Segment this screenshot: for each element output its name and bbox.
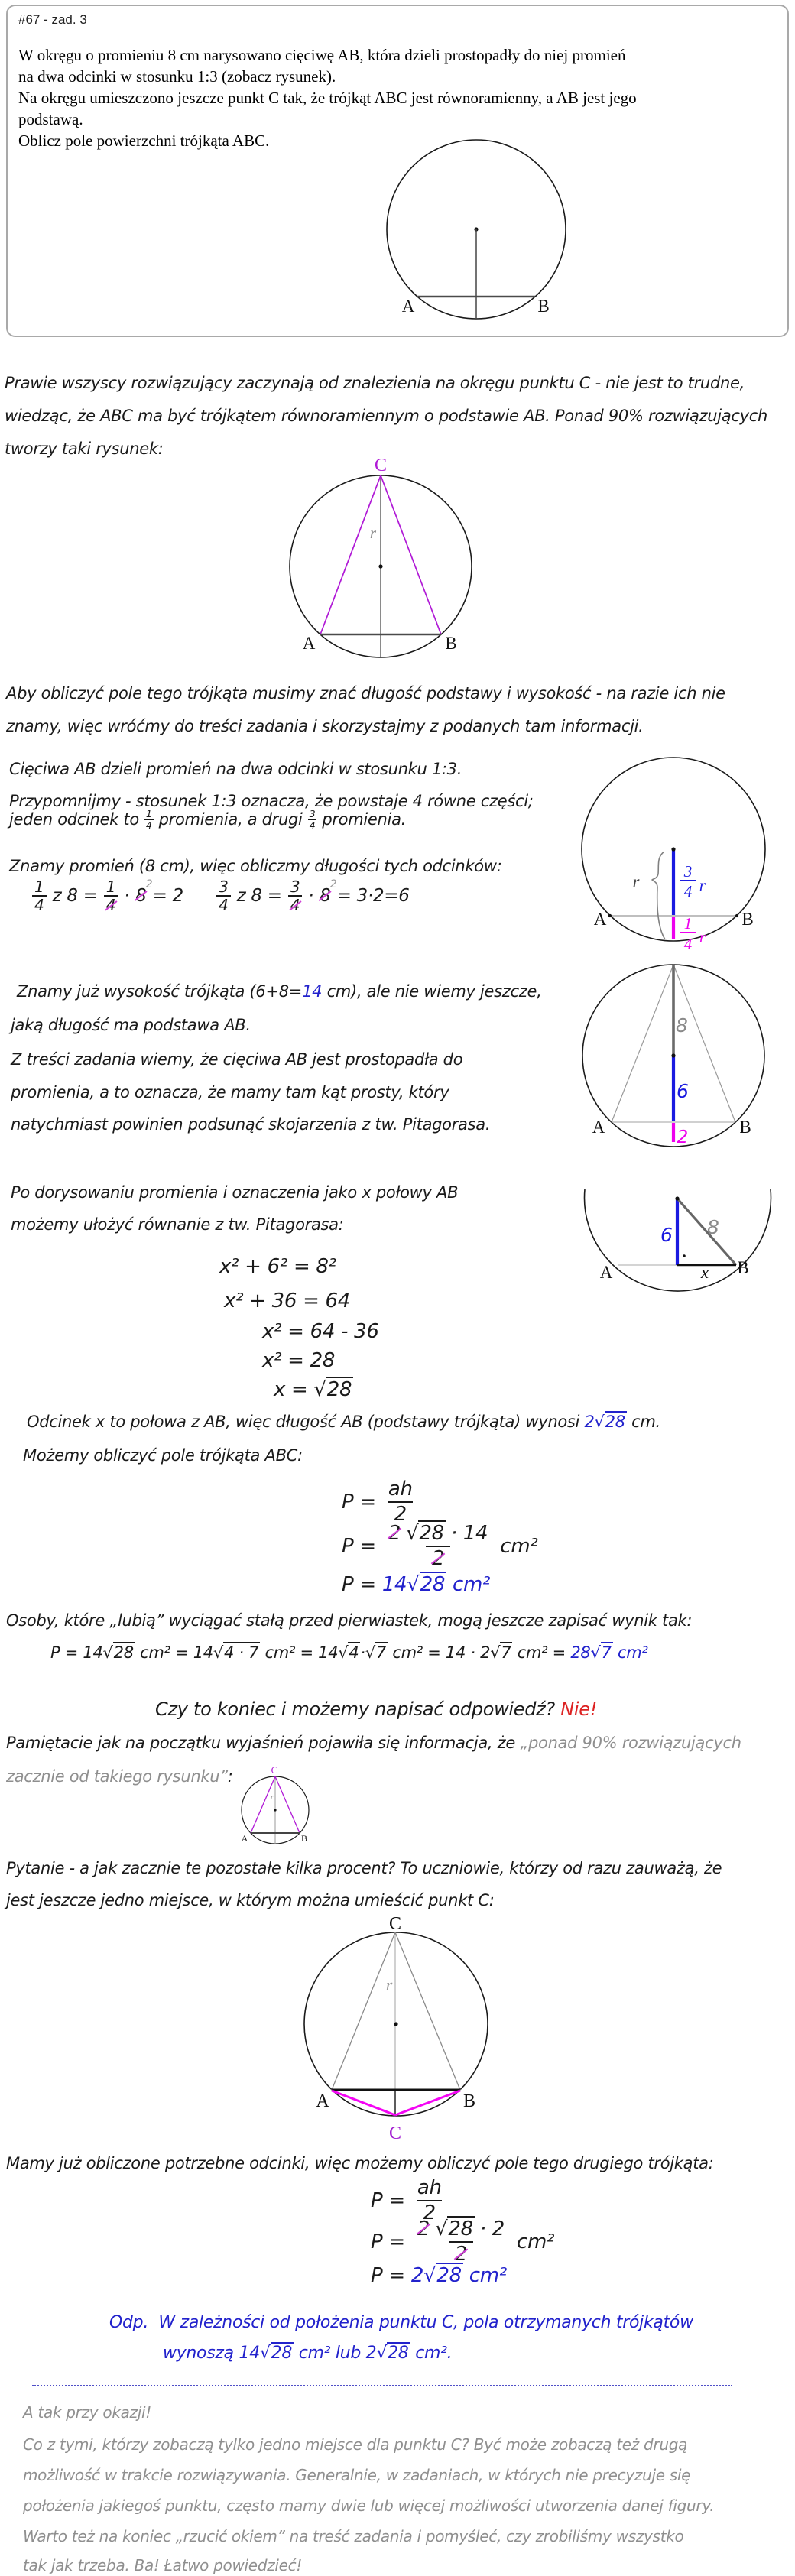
answer-line: wynoszą 14√28 cm² lub 2√28 cm². <box>163 2344 453 2363</box>
label-b: B <box>741 910 754 929</box>
label-a: A <box>241 1833 248 1844</box>
equation: x² + 36 = 64 <box>224 1290 351 1312</box>
formula-p-ah2: P = $\frac{ah}{2}$ <box>371 2177 446 2224</box>
center-dot <box>671 847 675 851</box>
formula-p-result: P = 2√28 cm² <box>371 2264 507 2287</box>
text-line: znamy, więc wróćmy do treści zadania i skorzystajmy z podanych tam informacji. <box>6 717 644 735</box>
text-line-with-fractions: jeden odcinek to 1 4 promienia, a drugi 3 4 promienia. <box>9 808 407 831</box>
result-2sqrt28: 2√28 <box>584 1413 625 1431</box>
label-one-quarter-r <box>680 914 706 953</box>
triangle-side-cb <box>395 1932 460 2090</box>
text-line: Prawie wszyscy rozwiązujący zaczynają od znalezienia na okręgu punktu C - nie jest to trudne, <box>5 374 745 392</box>
fraction-ah-2: $\frac{ah}{2}$ <box>388 1478 413 1526</box>
label-three-quarter-r <box>680 862 706 900</box>
fraction-2sqrt28-2-over-2: $\frac{2 √28 \cdot 2}{2}$ <box>417 2218 505 2266</box>
text-line: Znamy promień (8 cm), więc obliczmy długości tych odcinków: <box>9 857 502 875</box>
reduction-note: 2 <box>329 878 337 891</box>
text-line: jest jeszcze jedno miejsce, w którym można umieścić punkt C: <box>6 1891 495 1909</box>
fraction-3-4: 3 4 <box>309 808 316 831</box>
outro-line: A tak przy okazji! <box>23 2403 151 2422</box>
label-r: r <box>385 1975 393 1994</box>
equation: x = √28 <box>274 1378 352 1401</box>
question-line: Czy to koniec i możemy napisać odpowiedź? Nie! <box>155 1698 598 1720</box>
center-dot <box>274 1809 276 1811</box>
formula-p-ah2: P = $\frac{ah}{2}$ <box>342 1478 417 1525</box>
text-line: Znamy już wysokość trójkąta (6+8=14 cm), ale nie wiemy jeszcze, <box>17 982 542 1001</box>
label-c-bottom: C <box>388 2123 402 2143</box>
svg-text:1: 1 <box>683 914 693 933</box>
formula-p-result: P = 14√28 cm² <box>342 1573 491 1596</box>
fraction-2sqrt28-14-over-2: $\frac{2 √28 \cdot 14}{2}$ <box>388 1522 488 1570</box>
text-line: Aby obliczyć pole tego trójkąta musimy znać długość podstawy i wysokość - na razie ich nie <box>6 684 725 702</box>
calculation-three-quarters: 3 4 z 8 = $\frac{3}{4}$ · 8 2 = 3·2=6 <box>216 879 410 913</box>
fraction-3-4: 3 4 <box>216 879 231 913</box>
triangle-side-cb <box>275 1776 300 1833</box>
diagram-two-triangles <box>297 1909 498 2151</box>
text-line: tworzy taki rysunek: <box>5 440 164 458</box>
text-line: Odcinek x to połowa z AB, więc długość AB (podstawy trójkąta) wynosi 2√28 cm. <box>27 1413 660 1431</box>
diagram-height-split <box>575 959 795 1156</box>
result-14sqrt28: 14√28 cm² <box>381 1573 491 1596</box>
equation: x² + 6² = 8² <box>219 1255 336 1278</box>
equation: x² = 28 <box>262 1349 336 1372</box>
label-a: A <box>599 1263 613 1282</box>
text-line: Cięciwa AB dzieli promień na dwa odcinki w stosunku 1:3. <box>9 760 462 778</box>
result-2sqrt28: 2√28 cm² <box>410 2264 507 2287</box>
radius-brace <box>652 852 665 939</box>
result-28sqrt7: 28√7 cm² <box>570 1643 648 1662</box>
text-line: możemy ułożyć równanie z tw. Pitagorasa: <box>11 1215 344 1234</box>
triangle-side-cb <box>381 475 441 634</box>
diagram-radius-split <box>575 751 795 959</box>
text-line: Pamiętacie jak na początku wyjaśnień pojawiła się informacja, że „ponad 90% rozwiązujących <box>6 1734 741 1752</box>
text-line: Osoby, które „lubią” wyciągać stałą przed pierwiastek, mogą jeszcze zapisać wynik tak: <box>6 1611 693 1630</box>
outro-line: Warto też na koniec „rzucić okiem” na treść zadania i pomyśleć, czy zrobiliśmy wszystko <box>23 2527 684 2545</box>
triangle-side-ca <box>332 1932 395 2090</box>
fraction-3-4-struck: $\frac{3}{4}$ <box>288 879 303 913</box>
point-b-dot <box>735 914 738 917</box>
label-8: 8 <box>707 1216 719 1238</box>
text-line: promienia, a to oznacza, że mamy tam kąt prosty, który <box>11 1083 449 1101</box>
triangle-side-ca <box>320 475 381 634</box>
diagram-mini-triangle <box>234 1763 341 1867</box>
label-b: B <box>300 1833 308 1844</box>
sqrt-28: √28 <box>313 1378 352 1401</box>
svg-text:r: r <box>699 876 706 894</box>
label-a: A <box>401 297 415 316</box>
fraction-1-4: 1 4 <box>145 808 152 831</box>
problem-line: podstawą. <box>18 110 83 128</box>
label-a: A <box>593 910 607 929</box>
formula-p-substituted: P = $\frac{2 √28 \cdot 2}{2}$ cm² <box>371 2218 555 2266</box>
problem-line: na dwa odcinki w stosunku 1:3 (zobacz rysunek). <box>18 67 336 86</box>
svg-text:4: 4 <box>683 935 693 953</box>
label-a: A <box>592 1118 605 1137</box>
center-dot <box>675 1196 679 1200</box>
label-x: x <box>700 1263 709 1282</box>
fraction-1-4-struck: $\frac{1}{4}$ <box>104 879 118 913</box>
text-line: Mamy już obliczone potrzebne odcinki, więc możemy obliczyć pole tego drugiego trójkąta: <box>6 2154 714 2172</box>
text-line: zacznie od takiego rysunku”: <box>6 1767 233 1786</box>
label-c: C <box>374 456 388 475</box>
label-b: B <box>537 297 550 316</box>
problem-line: Oblicz pole powierzchni trójkąta ABC. <box>18 131 270 150</box>
outro-line: tak jak trzeba. Ba! Łatwo powiedzieć! <box>23 2556 303 2574</box>
svg-text:3: 3 <box>683 862 693 881</box>
label-b: B <box>737 1258 749 1277</box>
fraction-ah-2: $\frac{ah}{2}$ <box>417 2176 442 2224</box>
label-8: 8 <box>676 1014 688 1037</box>
text-line: Pytanie - a jak zacznie te pozostałe kilka procent? To uczniowie, którzy od razu zauważą, że <box>6 1859 722 1877</box>
label-r: r <box>270 1792 274 1802</box>
calculation-quarter: 1 4 z 8 = $\frac{1}{4}$ · 8 2 = 2 <box>32 879 183 913</box>
text-line: wiedząc, że ABC ma być trójkątem równoramiennym o podstawie AB. Ponad 90% rozwiązujących <box>5 407 768 425</box>
fraction-1-4: 1 4 <box>32 879 47 913</box>
text-line: Z treści zadania wiemy, że cięciwa AB jest prostopadła do <box>11 1050 463 1069</box>
equation: x² = 64 - 36 <box>262 1320 379 1343</box>
label-2: 2 <box>677 1127 689 1147</box>
struck-eight: 8 2 <box>320 878 337 907</box>
center-dot <box>394 2022 398 2026</box>
svg-text:r: r <box>699 928 706 946</box>
triangle2-side-bc <box>395 2091 460 2115</box>
label-r: r <box>632 872 640 891</box>
text-line: jaką długość ma podstawa AB. <box>11 1016 251 1034</box>
answer-line: Odp. W zależności od położenia punktu C, pola otrzymanych trójkątów <box>109 2313 693 2332</box>
label-a: A <box>316 2091 329 2111</box>
text-line: Przypomnijmy - stosunek 1:3 oznacza, że powstaje 4 równe części; <box>9 792 534 810</box>
reduction-note: 2 <box>145 878 153 891</box>
svg-text:4: 4 <box>683 882 693 900</box>
outro-line: Co z tymi, którzy zobaczą tylko jedno miejsce dla punktu C? Być może zobaczą też drugą <box>23 2435 688 2454</box>
point-a-dot <box>608 914 612 917</box>
label-b: B <box>445 634 457 653</box>
answer-nie: Nie! <box>560 1698 598 1720</box>
label-a: A <box>302 634 316 653</box>
triangle2-side-ac <box>332 2091 395 2115</box>
triangle-side-ca <box>612 965 673 1122</box>
label-b: B <box>739 1118 751 1137</box>
problem-line: Na okręgu umieszczono jeszcze punkt C tak, że trójkąt ABC jest równoramienny, a AB jest jego <box>18 89 637 107</box>
label-b: B <box>462 2091 476 2111</box>
diagram-right-triangle <box>575 1176 795 1318</box>
label-6: 6 <box>660 1224 673 1246</box>
quoted-gray: „ponad 90% rozwiązujących <box>520 1734 741 1752</box>
label-6: 6 <box>677 1080 689 1102</box>
label-r: r <box>369 524 377 542</box>
text-line: Możemy obliczyć pole trójkąta ABC: <box>23 1446 303 1465</box>
equation-simplify: P = 14√28 cm² = 14√4 · 7 cm² = 14√4·√7 cm² = 14 · 2√7 cm² = 28√7 cm² <box>50 1643 648 1662</box>
label-c: C <box>271 1764 278 1776</box>
text-line: natychmiast powinien podsunąć skojarzenia z tw. Pitagorasa. <box>11 1115 491 1134</box>
highlight-14: 14 <box>302 982 323 1001</box>
outro-line: możliwość w trakcie rozwiązywania. Generalnie, w zadaniach, w których nie precyzuje się <box>23 2466 691 2484</box>
page-title: #67 - zad. 3 <box>18 12 87 27</box>
right-angle-dot <box>683 1254 686 1257</box>
formula-p-substituted: P = $\frac{2 √28 \cdot 14}{2}$ cm² <box>342 1522 538 1570</box>
text-line: Po dorysowaniu promienia i oznaczenia jako x połowy AB <box>11 1183 459 1202</box>
quoted-gray: zacznie od takiego rysunku” <box>6 1767 228 1786</box>
triangle-side-ca <box>251 1776 275 1833</box>
diagram-circle-chord <box>373 128 581 329</box>
center-dot <box>671 1053 675 1057</box>
outro-line: położenia jakiegoś punktu, często mamy dwie lub więcej możliwości utworzenia danej figury. <box>23 2497 715 2515</box>
dotted-separator <box>32 2385 732 2386</box>
label-c-top: C <box>388 1914 402 1934</box>
struck-eight: 8 2 <box>135 878 153 907</box>
diagram-triangle-top-c <box>281 456 492 670</box>
problem-line: W okręgu o promieniu 8 cm narysowano cięciwę AB, która dzieli prostopadły do niej promień <box>18 46 626 64</box>
center-dot <box>378 564 382 568</box>
